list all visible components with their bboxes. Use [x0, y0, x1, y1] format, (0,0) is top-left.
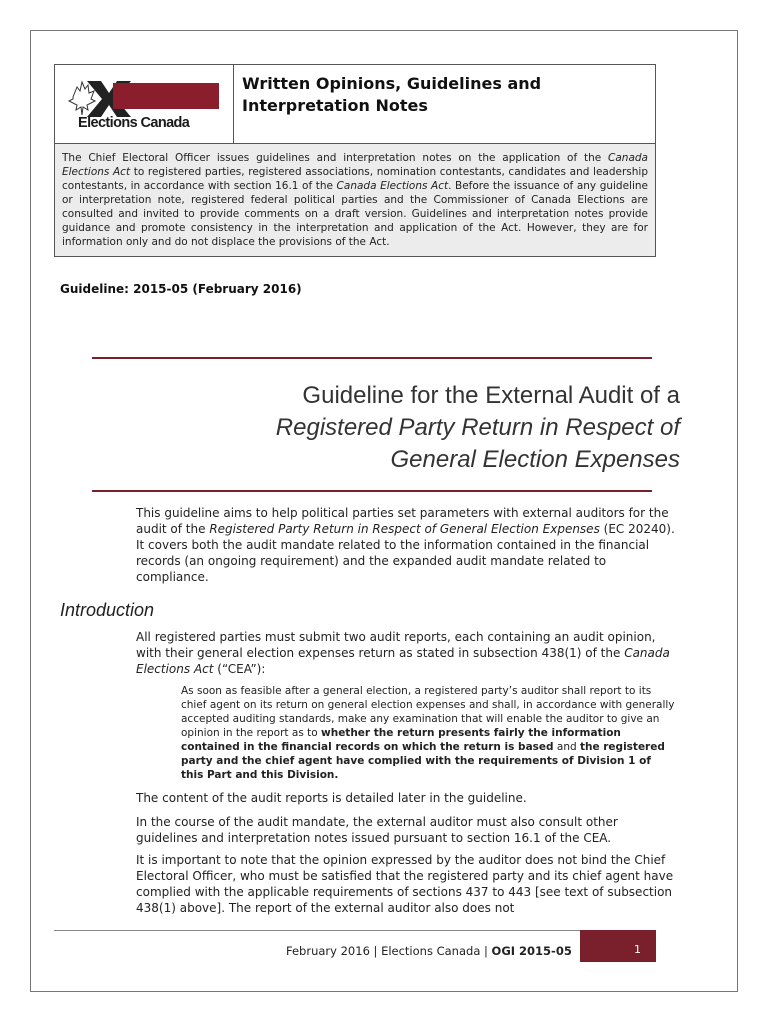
elections-canada-logo — [55, 65, 234, 143]
title-line2: Registered Party Return in Respect of — [275, 414, 680, 441]
intro-paragraph: All registered parties must submit two audit reports, each containing an audit opinion, with their general election expenses return as stated in subsection 438(1) of the Canada Elections Act (“CEA”): — [136, 630, 670, 676]
paragraph-content-detail: The content of the audit reports is detailed later in the guideline. — [136, 791, 527, 805]
title-rule-top — [92, 357, 652, 359]
title-line3: General Election Expenses — [390, 446, 680, 473]
guideline-id: Guideline: 2015-05 (February 2016) — [60, 282, 302, 296]
legislation-quote: As soon as feasible after a general election, a registered party’s auditor shall report to its chief agent on its return on general election expenses and shall, in accordance with generally accepted auditing standards, make any examination that will enable the auditor to give an opinion in the report as to whether the return presents fairly the information contained in the financial records on which the return is based and the registered party and the chief agent have complied with the requirements of Division 1 of this Part and this Division. — [181, 685, 675, 781]
header-intro-text: The Chief Electoral Officer issues guidelines and interpretation notes on the application of the Canada Elections Act to registered parties, registered associations, nomination contestants, candidates and leadership contestants, in accordance with section 16.1 of the Canada Elections Act. Before the issuance of any guideline or interpretation note, registered federal political parties and the Commissioner of Canada Elections are consulted and invited to provide comments on a draft version. Guidelines and interpretation notes provide guidance and promote consistency in the interpretation and application of the Act. However, they are for information only and do not displace the provisions of the Act. — [55, 143, 655, 256]
paragraph-auditor-opinion: It is important to note that the opinion expressed by the auditor does not bind the Chief Electoral Officer, who must be satisfied that the registered party and its chief agent have complied with the applicable requirements of sections 437 to 443 [see text of subsection 438(1) above]. The report of the external auditor also does not — [136, 853, 674, 915]
maple-leaf-x-icon — [61, 73, 231, 119]
footer-divider — [54, 930, 634, 931]
logo-wordmark: Elections Canada — [78, 115, 190, 131]
header-box — [54, 64, 656, 257]
introduction-heading: Introduction — [60, 600, 155, 620]
header-title — [234, 65, 655, 143]
title-rule-bottom — [92, 490, 652, 492]
paragraph-consult-guidelines: In the course of the audit mandate, the external auditor must also consult other guidelines and interpretation notes issued pursuant to section 16.1 of the CEA. — [136, 815, 618, 845]
header-title-line2: Interpretation Notes — [242, 96, 428, 115]
title-line1: Guideline for the External Audit of a — [302, 382, 680, 409]
footer-text: February 2016 | Elections Canada | OGI 2015-05 — [286, 944, 572, 958]
document-title — [160, 380, 680, 476]
summary-paragraph: This guideline aims to help political parties set parameters with external auditors for the audit of the Registered Party Return in Respect of General Election Expenses (EC 20240). It covers both the audit mandate related to the information contained in the financial records (an ongoing requirement) and the expanded audit mandate related to compliance. — [136, 506, 675, 584]
header-title-line1: Written Opinions, Guidelines and — [242, 74, 542, 93]
page-number: 1 — [580, 930, 656, 962]
